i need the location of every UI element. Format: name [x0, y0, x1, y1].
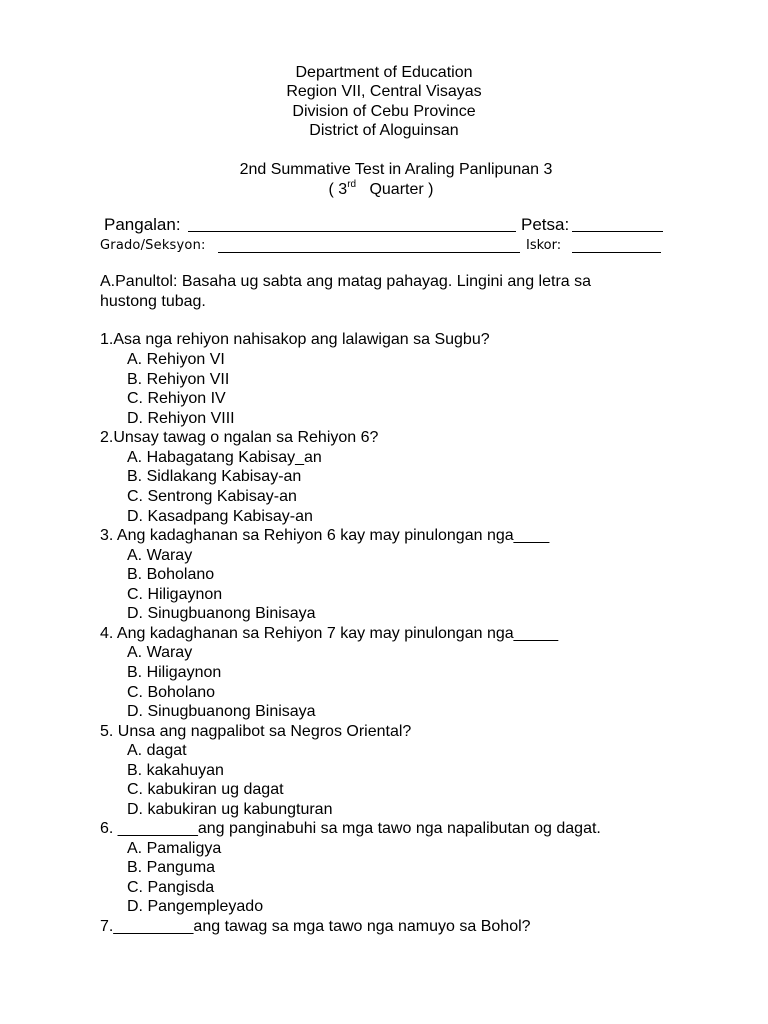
question-1-option-d[interactable]: D. Rehiyon VIII	[127, 410, 235, 427]
date-label: Petsa:	[521, 215, 570, 234]
question-6: 6. _________ang panginabuhi sa mga tawo nga napalibutan og dagat.	[100, 820, 601, 837]
quarter-close: Quarter )	[369, 181, 434, 198]
header-department: Department of Education	[295, 64, 473, 81]
question-6-option-b[interactable]: B. Panguma	[127, 859, 216, 876]
question-4-option-c[interactable]: C. Boholano	[127, 684, 216, 701]
question-2-option-c[interactable]: C. Sentrong Kabisay-an	[127, 488, 297, 505]
question-2-option-a[interactable]: A. Habagatang Kabisay_an	[127, 449, 322, 466]
question-3-option-c[interactable]: C. Hiligaynon	[127, 586, 223, 603]
question-1-option-c[interactable]: C. Rehiyon IV	[127, 390, 226, 407]
question-5-option-c[interactable]: C. kabukiran ug dagat	[127, 781, 284, 798]
question-6-option-d[interactable]: D. Pangempleyado	[127, 898, 264, 915]
question-7: 7._________ang tawag sa mga tawo nga namuyo sa Bohol?	[100, 918, 531, 935]
question-6-option-a[interactable]: A. Pamaligya	[127, 840, 222, 857]
score-label: Iskor:	[526, 238, 562, 253]
question-3: 3. Ang kadaghanan sa Rehiyon 6 kay may pinulongan nga____	[100, 527, 550, 544]
grade-section-label: Grado/Seksyon:	[100, 238, 206, 253]
instructions-line-2: hustong tubag.	[100, 293, 206, 310]
question-2-option-b[interactable]: B. Sidlakang Kabisay-an	[127, 468, 302, 485]
name-label: Pangalan:	[104, 215, 181, 234]
question-4-option-d[interactable]: D. Sinugbuanong Binisaya	[127, 703, 316, 720]
header-district: District of Aloguinsan	[309, 122, 459, 139]
test-title: 2nd Summative Test in Araling Panlipunan 3	[239, 161, 553, 178]
quarter-sup: rd	[347, 178, 357, 190]
question-3-option-b[interactable]: B. Boholano	[127, 566, 215, 583]
question-4-option-a[interactable]: A. Waray	[127, 644, 193, 661]
quarter-label	[0, 180, 765, 199]
question-5-option-a[interactable]: A. dagat	[127, 742, 187, 759]
question-6-option-c[interactable]: C. Pangisda	[127, 879, 215, 896]
question-1-option-a[interactable]: A. Rehiyon VI	[127, 351, 225, 368]
question-3-option-a[interactable]: A. Waray	[127, 547, 193, 564]
header-division: Division of Cebu Province	[292, 103, 476, 120]
quarter-open: ( 3	[328, 181, 348, 198]
question-1-option-b[interactable]: B. Rehiyon VII	[127, 371, 230, 388]
question-1: 1.Asa nga rehiyon nahisakop ang lalawigan sa Sugbu?	[100, 331, 490, 348]
score-field[interactable]	[572, 252, 661, 253]
question-3-option-d[interactable]: D. Sinugbuanong Binisaya	[127, 605, 316, 622]
question-5-option-d[interactable]: D. kabukiran ug kabungturan	[127, 801, 333, 818]
question-4-option-b[interactable]: B. Hiligaynon	[127, 664, 222, 681]
question-5-option-b[interactable]: B. kakahuyan	[127, 762, 224, 779]
instructions-line-1: A.Panultol: Basaha ug sabta ang matag pahayag. Lingini ang letra sa	[100, 273, 592, 290]
question-5: 5. Unsa ang nagpalibot sa Negros Oriental?	[100, 723, 412, 740]
question-4: 4. Ang kadaghanan sa Rehiyon 7 kay may pinulongan nga_____	[100, 625, 559, 642]
name-field[interactable]	[188, 231, 516, 232]
header-region: Region VII, Central Visayas	[286, 83, 482, 100]
grade-section-field[interactable]	[218, 252, 520, 253]
date-field[interactable]	[572, 231, 663, 232]
question-2-option-d[interactable]: D. Kasadpang Kabisay-an	[127, 508, 313, 525]
question-2: 2.Unsay tawag o ngalan sa Rehiyon 6?	[100, 429, 379, 446]
